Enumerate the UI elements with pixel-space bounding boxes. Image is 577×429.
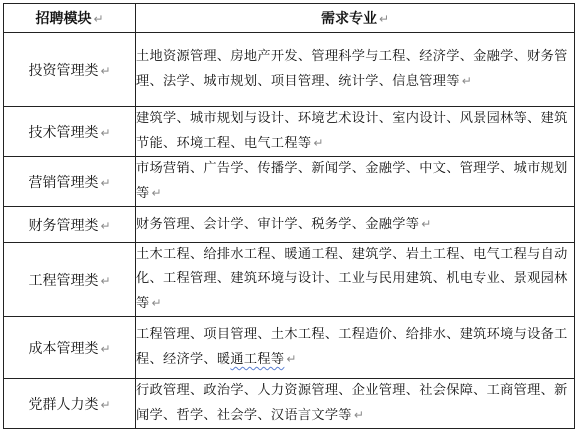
table-header-row <box>4 4 575 33</box>
majors-cell <box>136 207 575 243</box>
table-row <box>4 157 575 207</box>
paragraph-mark: ↵ <box>421 217 432 231</box>
paragraph-mark: ↵ <box>151 296 162 310</box>
header-major <box>136 4 575 33</box>
header-module <box>4 4 136 33</box>
paragraph-mark: ↵ <box>100 341 111 356</box>
majors-text: 土木工程、给排水工程、暖通工程、建筑学、岩土工程、电气工程与自动化、工程管理、建筑环境与设计、工业与民用建筑、机电专业、景观园林等 <box>136 247 568 311</box>
paragraph-mark: ↵ <box>100 175 111 190</box>
majors-text: 建筑学、城市规划与设计、环境艺术设计、室内设计、风景园林等、建筑节能、环境工程、电气工程等 <box>136 111 568 151</box>
paragraph-mark: ↵ <box>313 136 324 150</box>
module-label: 成本管理类 <box>28 340 99 357</box>
majors-cell <box>136 243 575 317</box>
paragraph-mark: ↵ <box>378 12 390 26</box>
table-row <box>4 33 575 107</box>
table-row <box>4 317 575 379</box>
header-module-label: 招聘模块 <box>35 11 92 27</box>
paragraph-mark: ↵ <box>100 397 111 412</box>
module-label: 营销管理类 <box>28 174 99 191</box>
majors-text: 工程管理、项目管理、土木工程、工程造价、给排水、建筑环境与设备工程、经济学、暖 <box>136 327 568 367</box>
majors-cell <box>136 33 575 107</box>
table-row <box>4 207 575 243</box>
paragraph-mark: ↵ <box>100 218 111 233</box>
majors-cell <box>136 157 575 207</box>
module-label: 财务管理类 <box>28 217 99 234</box>
header-major-label: 需求专业 <box>320 11 377 27</box>
paragraph-mark: ↵ <box>100 63 111 78</box>
module-cell <box>4 207 136 243</box>
table-row <box>4 107 575 157</box>
module-cell <box>4 157 136 207</box>
majors-cell <box>136 107 575 157</box>
module-cell <box>4 317 136 379</box>
paragraph-mark: ↵ <box>151 186 162 200</box>
table-row <box>4 243 575 317</box>
module-cell <box>4 107 136 157</box>
paragraph-mark: ↵ <box>100 273 111 288</box>
module-label: 党群人力类 <box>28 396 99 413</box>
majors-cell <box>136 379 575 429</box>
paragraph-mark: ↵ <box>461 74 473 88</box>
module-label: 投资管理类 <box>28 62 99 79</box>
module-cell <box>4 243 136 317</box>
module-label: 技术管理类 <box>28 124 99 141</box>
paragraph-mark: ↵ <box>93 12 104 26</box>
majors-text: 财务管理、会计学、审计学、税务学、金融学等 <box>136 217 420 232</box>
majors-text: 市场营销、广告学、传播学、新闻学、金融学、中文、管理学、城市规划等 <box>136 161 568 201</box>
spellcheck-marked-text: 通工程等 <box>230 352 285 367</box>
recruitment-table <box>3 3 575 429</box>
paragraph-mark: ↵ <box>286 352 297 366</box>
table-row <box>4 379 575 429</box>
module-cell <box>4 33 136 107</box>
majors-text: 土地资源管理、房地产开发、管理科学与工程、经济学、金融学、财务管理、法学、城市规划、项目管理、统计学、信息管理等 <box>136 49 568 89</box>
module-label: 工程管理类 <box>28 272 99 289</box>
paragraph-mark: ↵ <box>100 125 111 140</box>
module-cell <box>4 379 136 429</box>
paragraph-mark: ↵ <box>353 408 365 422</box>
majors-cell <box>136 317 575 379</box>
majors-text: 行政管理、政治学、人力资源管理、企业管理、社会保障、工商管理、新闻学、哲学、社会学、汉语言文学等 <box>136 383 568 423</box>
